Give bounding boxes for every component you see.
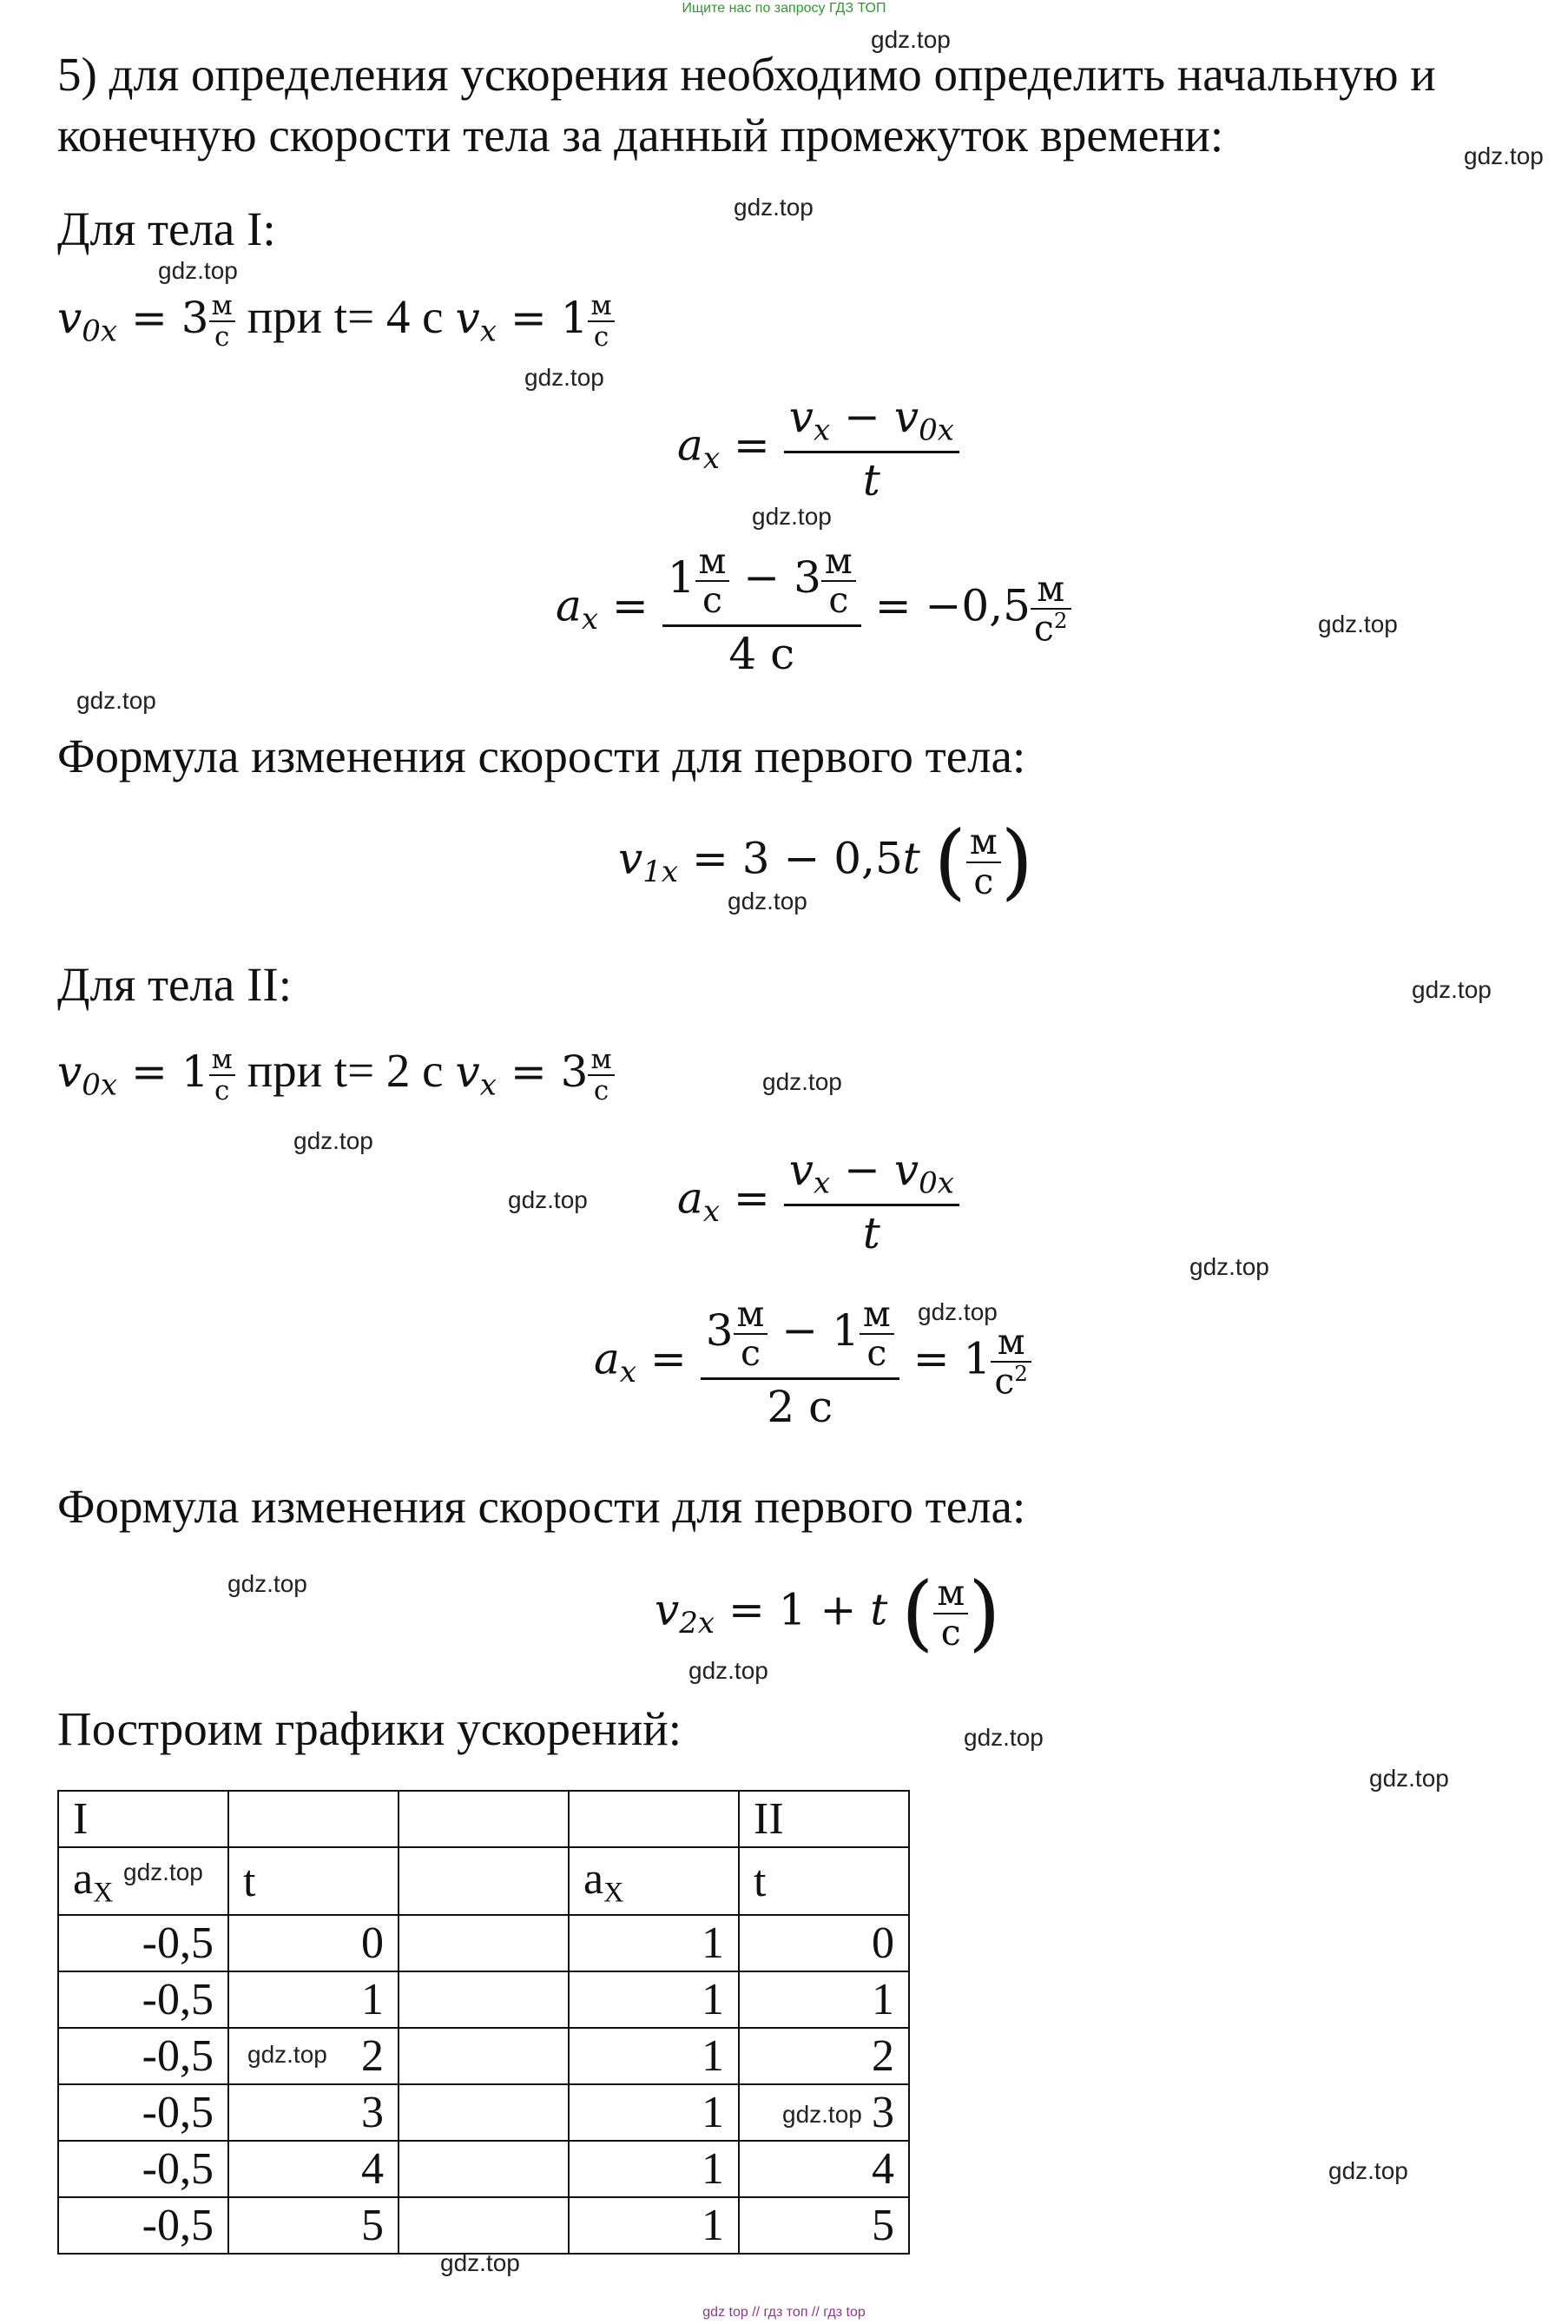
watermark: gdz.top	[918, 1298, 998, 1325]
table-cell: 2	[739, 2028, 909, 2084]
table-cell	[399, 2197, 569, 2254]
table-cell: II	[739, 1791, 909, 1847]
watermark: gdz.top	[1412, 976, 1492, 1003]
table-cell: aX	[569, 1847, 739, 1915]
body2-accel-formula: $a_x$ = $\frac{v_x - v_{0x}}{t}$	[677, 1148, 959, 1255]
table-cell	[399, 2084, 569, 2141]
table-cell: 1	[569, 2141, 739, 2197]
table-cell: -0,5	[58, 2141, 228, 2197]
watermark: gdz.top	[734, 194, 814, 221]
watermark: gdz.top	[728, 888, 807, 914]
body2-velocity-formula: $v_{2x} = 1 + t$ ( м с )	[655, 1565, 1001, 1660]
body2-given: $v_{0x} = 1$ м с при t= 2 с $v_x = 3$ м с	[57, 1045, 615, 1106]
watermark: gdz.top	[762, 1068, 842, 1095]
intro-line-1: 5) для определения ускорения необходимо определить начальную и	[57, 48, 1436, 101]
watermark: gdz.top	[1369, 1765, 1449, 1792]
body1-accel-calc: $a_x$ = 1 м с − 3 м с 4 с = −0,5 м $с^2$	[556, 543, 1071, 676]
table-row	[58, 2141, 909, 2197]
table-cell: 5	[739, 2197, 909, 2254]
watermark: gdz.top	[227, 1570, 307, 1597]
table-row	[58, 2197, 909, 2254]
table-cell: 1	[569, 1915, 739, 1971]
watermark: gdz.top	[158, 257, 238, 284]
watermark: gdz.top	[964, 1724, 1044, 1751]
table-row	[58, 2028, 909, 2084]
table-cell: 4	[739, 2141, 909, 2197]
body1-formula-label: Формула изменения скорости для первого тела:	[57, 730, 1026, 782]
table-cell: t	[228, 1847, 399, 1915]
body1-given: $v_{0x} = 3$ м с при t= 4 с $v_x = 1$ м с	[57, 291, 615, 352]
watermark: gdz.top	[752, 503, 832, 530]
table-cell: 1	[228, 1971, 399, 2028]
watermark: gdz.top	[247, 2041, 327, 2068]
watermark: gdz.top	[524, 364, 604, 391]
table-cell	[228, 1791, 399, 1847]
table-cell: -0,5	[58, 1915, 228, 1971]
table-cell: -0,5	[58, 2197, 228, 2254]
table-cell: -0,5	[58, 2084, 228, 2141]
table-cell: 0	[228, 1915, 399, 1971]
top-banner[interactable]: Ищите нас по запросу ГДЗ ТОП	[682, 1, 886, 16]
table-cell: 5	[228, 2197, 399, 2254]
watermark: gdz.top	[76, 687, 156, 714]
watermark: gdz.top	[1189, 1253, 1269, 1280]
table-cell: 3	[739, 2084, 909, 2141]
watermark: gdz.top	[1318, 611, 1398, 637]
watermark: gdz.top	[123, 1859, 203, 1885]
table-row	[58, 1915, 909, 1971]
table-cell: 3	[228, 2084, 399, 2141]
table-cell	[399, 2141, 569, 2197]
table-cell: I	[58, 1791, 228, 1847]
table-cell	[399, 1847, 569, 1915]
watermark: gdz.top	[293, 1127, 373, 1154]
body1-velocity-formula: $v_{1x} = 3 - 0,5t$ ( м с )	[618, 814, 1033, 909]
table-cell	[399, 2028, 569, 2084]
table-cell	[399, 1915, 569, 1971]
table-header-row-1	[58, 1791, 909, 1847]
watermark: gdz.top	[782, 2101, 862, 2128]
intro-line-2: конечную скорости тела за данный промежуток времени:	[57, 109, 1224, 162]
table-cell	[569, 1791, 739, 1847]
table-cell: -0,5	[58, 2028, 228, 2084]
table-cell: 0	[739, 1915, 909, 1971]
table-cell: 1	[569, 1971, 739, 2028]
table-cell: t	[739, 1847, 909, 1915]
table-cell: 1	[739, 1971, 909, 2028]
table-row	[58, 2084, 909, 2141]
body2-accel-calc: $a_x$ = 3 м с − 1 м с 2 с = 1 м $с^2$	[594, 1296, 1031, 1429]
table-cell	[399, 1971, 569, 2028]
table-cell: 1	[569, 2028, 739, 2084]
table-cell	[399, 1791, 569, 1847]
body2-heading: Для тела II:	[57, 958, 292, 1011]
table-cell: 1	[569, 2084, 739, 2141]
body1-accel-formula: $a_x$ = $\frac{v_x - v_{0x}}{t}$	[677, 395, 959, 502]
watermark: gdz.top	[688, 1657, 768, 1684]
watermark: gdz.top	[440, 2249, 520, 2276]
watermark: gdz.top	[1328, 2157, 1408, 2184]
watermark: gdz.top	[1464, 142, 1544, 169]
table-cell: 2	[228, 2028, 399, 2084]
table-cell: -0,5	[58, 1971, 228, 2028]
table-row	[58, 1971, 909, 2028]
body2-formula-label: Формула изменения скорости для первого тела:	[57, 1480, 1026, 1533]
body1-heading: Для тела I:	[57, 202, 276, 255]
watermark: gdz.top	[508, 1186, 588, 1213]
table-cell: 1	[569, 2197, 739, 2254]
table-cell: 4	[228, 2141, 399, 2197]
bottom-banner[interactable]: gdz top // гдз топ // гдз top	[702, 2305, 866, 2320]
graph-heading: Построим графики ускорений:	[57, 1702, 682, 1755]
table-cell: aX	[58, 1847, 228, 1915]
watermark: gdz.top	[871, 26, 951, 53]
